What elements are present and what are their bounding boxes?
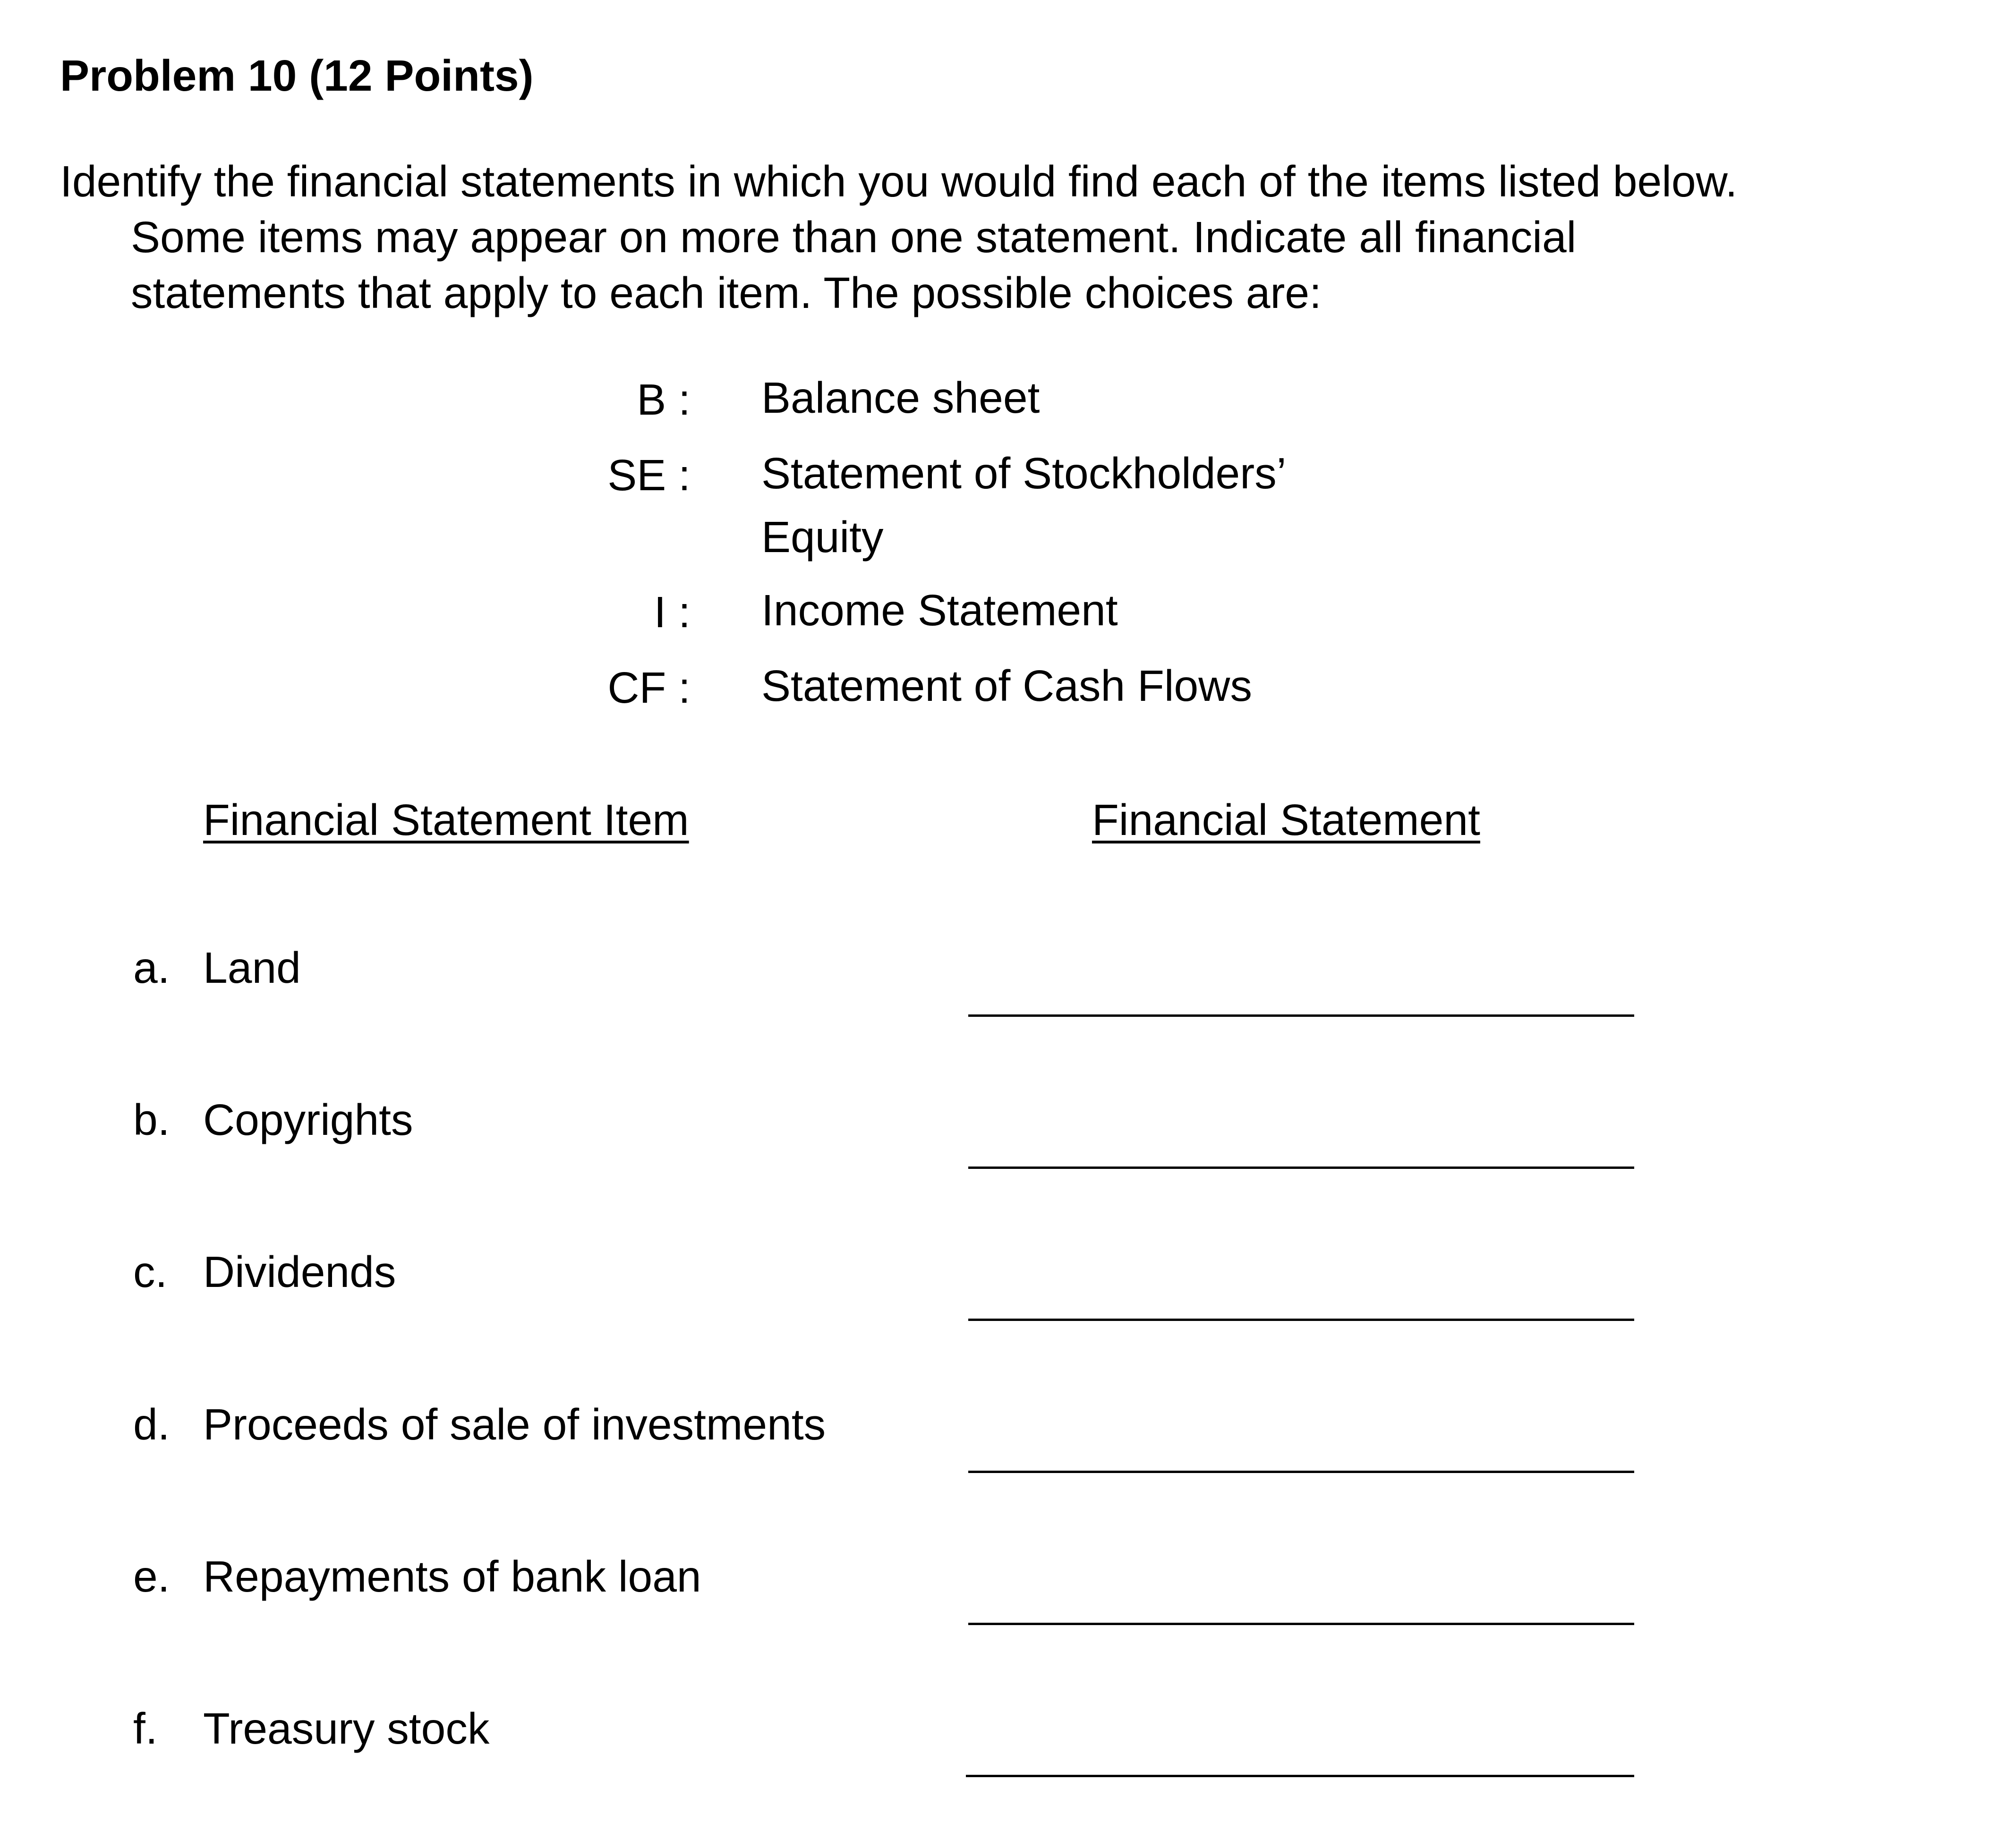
column-header-item: Financial Statement Item bbox=[203, 795, 689, 844]
item-text: Proceeds of sale of investments bbox=[203, 1400, 826, 1449]
answer-blank-f[interactable] bbox=[966, 1775, 1634, 1777]
legend-code-b: B : bbox=[637, 375, 691, 424]
legend-desc-b: Balance sheet bbox=[761, 373, 1040, 422]
answer-blank-e[interactable] bbox=[968, 1623, 1634, 1625]
instructions-line-2: Some items may appear on more than one statement. Indicate all financial bbox=[131, 213, 1577, 262]
item-text: Dividends bbox=[203, 1247, 396, 1296]
item-letter: b. bbox=[133, 1095, 170, 1144]
legend-code-cf: CF : bbox=[607, 663, 691, 712]
legend-desc-cf: Statement of Cash Flows bbox=[761, 661, 1252, 710]
item-text: Repayments of bank loan bbox=[203, 1552, 701, 1601]
column-header-statement: Financial Statement bbox=[1092, 795, 1480, 844]
instructions bbox=[60, 153, 1926, 321]
item-letter: d. bbox=[133, 1400, 170, 1449]
legend-code-i: I : bbox=[654, 588, 691, 637]
instructions-line-3: statements that apply to each item. The possible choices are: bbox=[131, 268, 1322, 317]
item-letter: c. bbox=[133, 1247, 168, 1296]
legend-desc-se: Statement of Stockholders’ Equity bbox=[761, 449, 1285, 562]
item-letter: f. bbox=[133, 1704, 158, 1753]
legend-desc-i: Income Statement bbox=[761, 586, 1118, 635]
item-text: Treasury stock bbox=[203, 1704, 490, 1753]
item-letter: e. bbox=[133, 1552, 170, 1601]
answer-blank-a[interactable] bbox=[968, 1014, 1634, 1017]
item-text: Copyrights bbox=[203, 1095, 413, 1144]
answer-blank-d[interactable] bbox=[968, 1471, 1634, 1473]
legend-code-se: SE : bbox=[607, 451, 691, 500]
answer-blank-c[interactable] bbox=[968, 1319, 1634, 1321]
instructions-line-1: Identify the financial statements in which you would find each of the items listed below. bbox=[60, 157, 1738, 206]
item-text: Land bbox=[203, 943, 301, 992]
problem-title: Problem 10 (12 Points) bbox=[60, 51, 534, 100]
item-letter: a. bbox=[133, 943, 170, 992]
answer-blank-b[interactable] bbox=[968, 1167, 1634, 1169]
